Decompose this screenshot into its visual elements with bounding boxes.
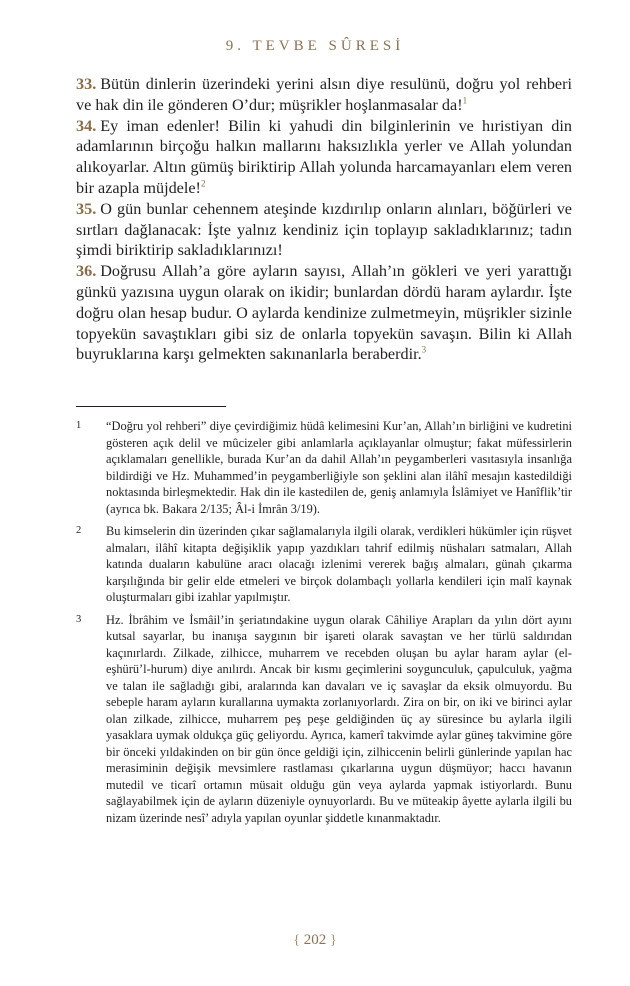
page-number-value: 202	[303, 932, 327, 948]
verse-text: Bütün dinlerin üzerindeki yerini alsın diye resulünü, doğru yol rehberi ve hak din ile gönderen O’dur; müşrikler hoşlanmasalar da!	[76, 75, 572, 114]
verse-33	[76, 74, 572, 116]
verse-text: Ey iman edenler! Bilin ki yahudi din bilginlerinin ve hıristiyan din adamlarının birçoğu halkın mallarını haksızlıkla yerler ve Allah yolundan alıkoyarlar. Altın gümüş biriktirip Allah yolunda harcamayanları elem veren bir azapla müjdele!	[76, 116, 572, 197]
verse-34	[76, 116, 572, 199]
footnote-2	[76, 523, 572, 606]
footnote-ref[interactable]: 1	[462, 95, 468, 106]
verse-36	[76, 261, 572, 365]
footnote-1	[76, 418, 572, 517]
footnote-text: “Doğru yol rehberi” diye çevirdiğimiz hüdâ kelimesini Kur’an, Allah’ın birliğini ve kudretini gösteren açık delil ve mûcizeler gibi anlamlarla açıklayanlar olmuştur; fakat müfessirlerin açıklamaları genellikle, burada Kur’an da dahil Allah’ın peygamberleri vasıtasıyla insanlığa bildirdiği ve Hz. Muhammed’in peygamberliğiyle son şeklini alan ilâhî mesajın kastedildiği noktasında birleşmektedir. Hak din ile kastedilen de, geniş anlamıyla İslâmiyet ve Hanîflik’tir (ayrıca bk. Bakara 2/135; Âl-i İmrân 3/19).	[106, 419, 572, 516]
verse-text: Doğrusu Allah’a göre ayların sayısı, Allah’ın gökleri ve yeri yarattığı günkü yazısına uygun olarak on ikidir; bunlardan dördü haram aylardır. İşte doğru olan hesap budur. O aylarda kendinize zulmetmeyin, müşrikler sizinle topyekün savaştıkları gibi siz de onlarla topyekün savaşın. Bilin ki Allah buyruklarına karşı gelmekten sakınanlarla beraberdir.	[76, 262, 572, 364]
verse-number: 35.	[76, 199, 97, 218]
verse-number: 36.	[76, 262, 97, 281]
footnote-ref[interactable]: 3	[421, 344, 427, 355]
verse-list	[76, 74, 572, 365]
verse-number: 33.	[76, 75, 97, 93]
ornament-left-icon: {	[293, 933, 300, 948]
verse-35	[76, 199, 572, 261]
footnote-ref[interactable]: 2	[200, 178, 206, 189]
footnote-divider	[76, 406, 226, 407]
page-number	[0, 932, 630, 949]
footnote-3	[76, 612, 572, 827]
ornament-right-icon: }	[330, 933, 337, 948]
footnote-number: 3	[76, 613, 82, 625]
footnote-list	[76, 418, 572, 832]
footnote-number: 1	[76, 420, 82, 431]
footnote-number: 2	[76, 525, 82, 536]
running-head: 9. TEVBE SÛRESİ	[225, 38, 405, 54]
verse-number: 34.	[76, 116, 97, 135]
verse-text: O gün bunlar cehennem ateşinde kızdırılıp onların alınları, böğürleri ve sırtları dağlanacak: İşte yalnız kendiniz için toplayıp sakladıklarınız; tadın şimdi biriktirip sakladıklarınızı!	[76, 199, 572, 260]
footnote-text: Bu kimselerin din üzerinden çıkar sağlamalarıyla ilgili olarak, verdikleri hükümler için rüşvet almaları, ilâhî kitapta değişiklik yapıp yazdıkları tahrif edilmiş nüshaları satmaları, Allah katında duaların kabulüne aracı olacağı izlenimi vererek bağış almaları, günah çıkarma karşılığında bir gelir elde etmeleri ve birçok dolambaçlı yollarla kendileri için malî kaynak oluşturmaları gibi izahlar yapılmıştır.	[106, 524, 572, 604]
footnote-text: Hz. İbrâhim ve İsmâil’in şeriatındakine uygun olarak Câhiliye Arapları da yılın dört ayını kutsal sayarlar, bu inanışa saygının bir işareti olarak savaştan ve her türlü saldırıdan kaçınırlardı. Zilkade, zilhicce, muharrem ve recebden oluşan bu aylar haram aylar (el-eşhürü’l-hurum) diye anılırdı. Ancak bir kısmı geçimlerini soygunculuk, çapulculuk, yağma ve talan ile sağladığı gibi, aralarında kan davaları ve iç savaşlar da eksik olmuyordu. Bu sebeple haram ayların kurallarına uymakta zorlanıyorlardı. Zira on bir, on iki ve birinci aylar olan zilkade, zilhicce, muharrem peş peşe geldiğinden üç ay süresince bu aylarla ilgili yasaklara uymak oldukça güç geliyordu. Ayrıca, kamerî takvimde aylar güneş takvimine göre bir önceki yıldakinden on bir gün önce geldiği için, zilhiccenin belirli günlerinde yapılan hac merasiminin değişik mevsimlere rastlaması çıkarlarına uygun düşmüyor; haccı havanın mutedil ve ticarî ortamın müsait olduğu gün veya aylarda yapmak istiyorlardı. Bunu sağlayabilmek için de ayların düzeniyle oynuyorlardı. Bu ve müteakip âyette aylarla ilgili bu nizam üzerinde nesî’ adıyla yapılan oyunlar şiddetle kınanmaktadır.	[106, 612, 572, 825]
